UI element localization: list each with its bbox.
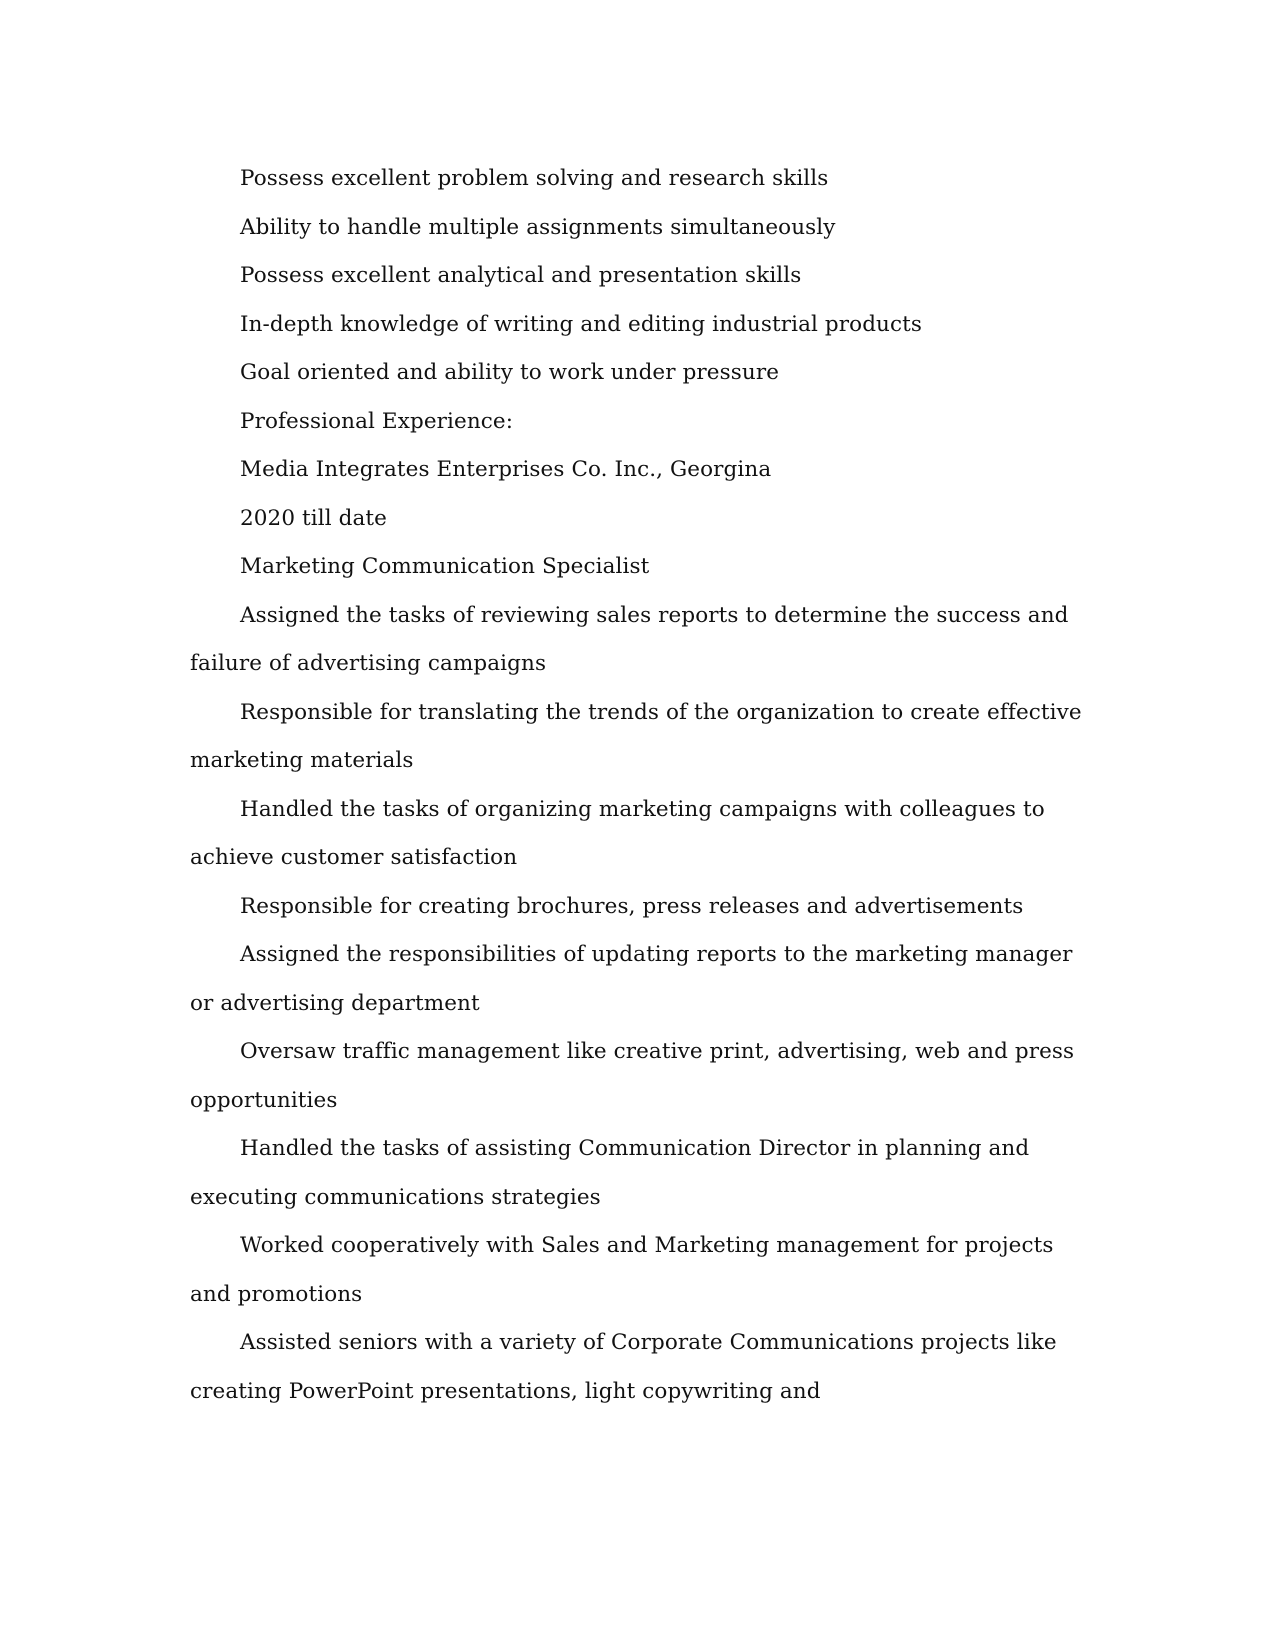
duty-item: Assisted seniors with a variety of Corporate Communications projects like creating PowerPoint presentations, light copywriting and <box>190 1330 1057 1404</box>
duty-item: Handled the tasks of organizing marketing campaigns with colleagues to achieve customer satisfaction <box>190 796 1045 870</box>
skill-writing-editing: In-depth knowledge of writing and editing industrial products <box>240 311 923 337</box>
duty-item: Handled the tasks of assisting Communication Director in planning and executing communications strategies <box>190 1136 1030 1210</box>
duty-item: Oversaw traffic management like creative print, advertising, web and press opportunities <box>190 1039 1075 1113</box>
duty-item: Responsible for creating brochures, press releases and advertisements <box>240 893 1024 919</box>
job-title: Marketing Communication Specialist <box>240 554 650 579</box>
skill-goal-oriented: Goal oriented and ability to work under pressure <box>240 360 780 385</box>
employer-name: Media Integrates Enterprises Co. Inc., Georgina <box>240 457 772 482</box>
employment-dates: 2020 till date <box>240 505 387 531</box>
duty-item: Responsible for translating the trends of the organization to create effective marketing materials <box>190 699 1082 773</box>
section-heading-experience: Professional Experience: <box>240 408 514 434</box>
document-body <box>190 155 1090 1416</box>
duty-item: Assigned the responsibilities of updating reports to the marketing manager or advertising department <box>190 942 1073 1016</box>
duty-item: Assigned the tasks of reviewing sales reports to determine the success and failure of advertising campaigns <box>190 602 1069 676</box>
skill-multitasking: Ability to handle multiple assignments simultaneously <box>240 214 836 240</box>
skill-problem-solving: Possess excellent problem solving and research skills <box>240 166 829 191</box>
duty-item: Worked cooperatively with Sales and Marketing management for projects and promotions <box>190 1233 1054 1307</box>
skill-analytical: Possess excellent analytical and presentation skills <box>240 263 802 288</box>
